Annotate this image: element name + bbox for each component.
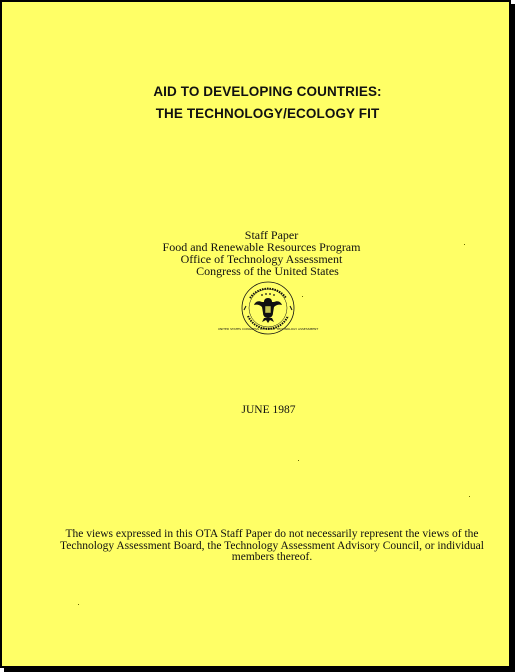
scan-speck: [469, 496, 470, 497]
scan-speck: [464, 244, 465, 245]
document-type: Staff Paper: [244, 228, 299, 242]
congress-name: Congress of the United States: [196, 264, 339, 278]
congressional-seal-icon: [217, 280, 319, 336]
disclaimer-line-1: The views expressed in this OTA Staff Paper do not necessarily represent the views of the: [65, 528, 479, 540]
office-name: Office of Technology Assessment: [180, 252, 343, 266]
program-name: Food and Renewable Resources Program: [162, 240, 361, 254]
organization-block: [2, 229, 513, 277]
scan-speck: [78, 604, 79, 605]
publication-date: JUNE 1987: [241, 404, 296, 416]
disclaimer: [42, 529, 502, 564]
document-title-line-1: AID TO DEVELOPING COUNTRIES:: [153, 84, 382, 99]
document-title-line-2: THE TECHNOLOGY/ECOLOGY FIT: [155, 106, 380, 121]
disclaimer-line-2: Technology Assessment Board, the Technology Assessment Advisory Council, or individual: [60, 539, 484, 552]
page-shadow-right: [511, 4, 515, 672]
disclaimer-line-3: members thereof.: [231, 551, 313, 563]
seal-text: UNITED STATES CONGRESS OFFICE OF TECHNOLOGY ASSESSMENT: [217, 327, 319, 331]
scan-speck: [298, 460, 299, 461]
page-shadow-bottom: [4, 668, 515, 672]
scan-speck: [302, 296, 303, 297]
